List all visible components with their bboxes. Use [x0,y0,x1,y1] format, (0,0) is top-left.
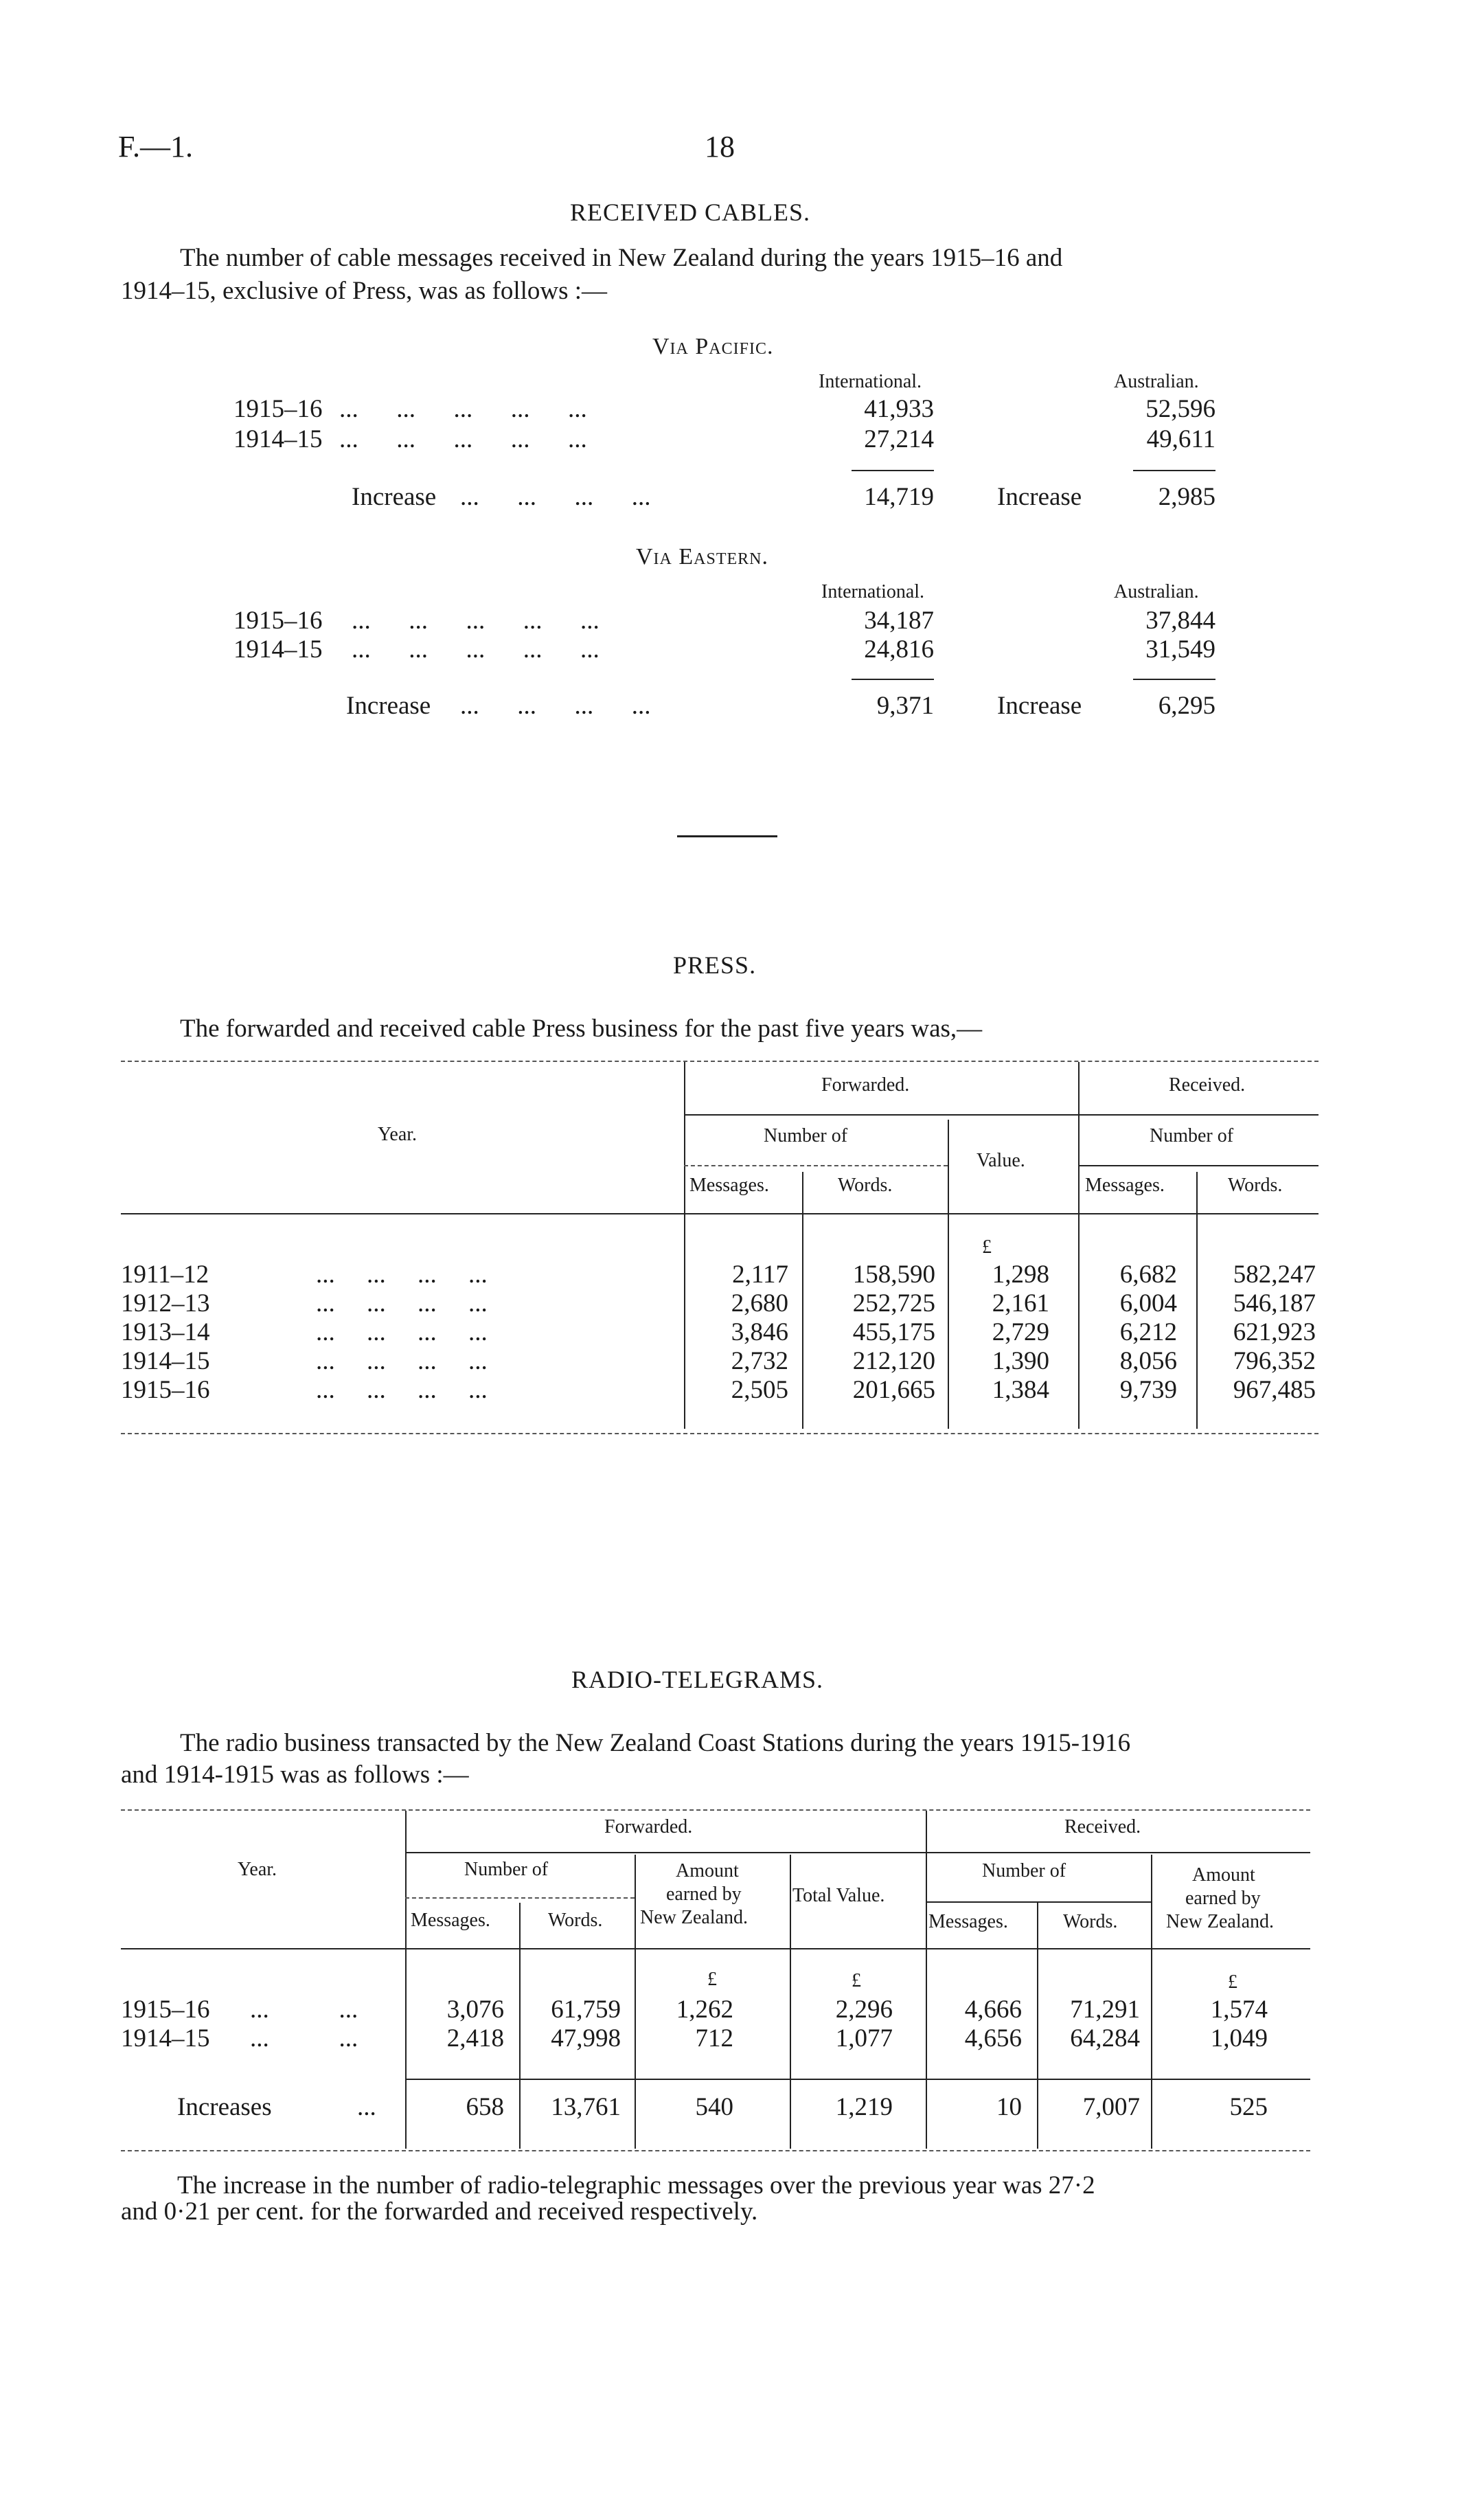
table-vline [790,1855,791,2149]
dot-leader: ... ... ... ... [316,1289,488,1318]
radio-row-total: 2,296 [835,1995,893,2024]
press-col-year: Year. [378,1124,418,1145]
eastern-row-year: 1914–15 [233,635,323,664]
page-number: 18 [705,130,735,163]
press-row-r-words: 796,352 [1233,1347,1316,1375]
press-row-value: 2,729 [992,1318,1049,1346]
dot-leader: ... ... ... ... [316,1376,488,1404]
pacific-row-australian: 52,596 [1145,395,1215,423]
press-col-words: Words. [838,1175,893,1196]
press-row-f-words: 158,590 [852,1260,935,1289]
table-bottom-rule [121,2150,1310,2151]
radio-title: RADIO-TELEGRAMS. [571,1666,823,1693]
press-row-f-messages: 2,680 [731,1289,788,1318]
via-pacific-heading: Via Pacific. [652,334,774,359]
press-row-r-messages: 6,004 [1119,1289,1177,1318]
press-row-year: 1912–13 [121,1289,210,1318]
radio-col-year: Year. [238,1859,277,1880]
radio-col-messages-received: Messages. [928,1911,1008,1932]
received-cables-title: RECEIVED CABLES. [570,199,811,226]
radio-increases-total: 1,219 [835,2093,893,2121]
pacific-col-international: International. [819,371,922,392]
pacific-row-year: 1915–16 [233,395,323,423]
radio-closing-line1: The increase in the number of radio-telegraphic messages over the previous year was 27·2 [177,2171,1095,2200]
radio-row-f-messages: 2,418 [446,2024,504,2053]
press-row-r-messages: 6,212 [1119,1318,1177,1346]
radio-row-r-messages: 4,666 [964,1995,1022,2024]
press-col-number-of-received: Number of [1150,1125,1234,1146]
press-row-f-messages: 3,846 [731,1318,788,1346]
pacific-col-australian: Australian. [1114,371,1199,392]
pound-sign: £ [852,1970,861,1991]
radio-row-year: 1914–15 [121,2024,210,2053]
radio-increases-f-amount: 540 [695,2093,733,2121]
pound-sign: £ [982,1236,992,1258]
press-intro: The forwarded and received cable Press business for the past five years was,— [180,1015,983,1043]
table-vline [635,1855,636,2149]
document-reference: F.—1. [118,130,193,163]
press-col-value: Value. [977,1150,1025,1171]
eastern-row-year: 1915–16 [233,607,323,635]
eastern-row-australian: 37,844 [1145,607,1215,635]
radio-increases-f-words: 13,761 [551,2093,621,2121]
radio-intro-line2: and 1914-1915 was as follows :— [121,1761,469,1789]
radio-col-words-received: Words. [1063,1911,1118,1932]
pacific-increase-australian: 2,985 [1158,483,1215,511]
radio-row-f-messages: 3,076 [446,1995,504,2024]
radio-increases-label: Increases [177,2093,272,2121]
radio-row-f-words: 47,998 [551,2024,621,2053]
press-col-received: Received. [1169,1074,1246,1096]
table-header-rule [121,1948,1310,1949]
press-row-r-messages: 9,739 [1119,1376,1177,1404]
radio-col-messages: Messages. [411,1910,490,1931]
table-top-rule [121,1809,1310,1811]
radio-col-number-of-received: Number of [982,1860,1066,1881]
table-hline [926,1901,1151,1903]
radio-row-f-amount: 1,262 [676,1995,733,2024]
radio-col-amount-l2: earned by [666,1884,742,1905]
dot-leader: ... ... ... ... [460,692,651,720]
table-hline [684,1165,948,1166]
press-col-messages-received: Messages. [1085,1175,1165,1196]
radio-increases-r-messages: 10 [996,2093,1022,2121]
eastern-row-australian: 31,549 [1145,635,1215,664]
table-vline [948,1120,949,1429]
eastern-increase-label: Increase [346,692,431,720]
eastern-increase-international: 9,371 [876,692,934,720]
press-row-r-words: 582,247 [1233,1260,1316,1289]
pacific-row-international: 27,214 [864,425,934,453]
radio-col-words: Words. [548,1910,603,1931]
press-row-r-messages: 8,056 [1119,1347,1177,1375]
radio-col-r-amount-l3: New Zealand. [1166,1911,1275,1932]
dot-leader: ... ... ... ... ... [352,607,600,635]
table-vline [519,1903,521,2149]
press-col-words-received: Words. [1228,1175,1283,1196]
table-vline [802,1172,803,1429]
table-header-rule [121,1213,1319,1214]
table-hline [1078,1165,1319,1166]
pound-sign: £ [707,1969,717,1990]
eastern-col-australian: Australian. [1114,581,1199,602]
table-vline [405,1811,407,2149]
dot-leader: ... ... ... ... [460,483,651,511]
dot-leader: ... ... ... ... [316,1260,488,1289]
eastern-row-international: 24,816 [864,635,934,664]
press-title: PRESS. [673,951,757,979]
dot-leader: ... ... ... ... ... [339,395,587,423]
press-row-value: 1,298 [992,1260,1049,1289]
table-vline [1037,1903,1038,2149]
press-row-f-messages: 2,505 [731,1376,788,1404]
press-col-number-of: Number of [764,1125,848,1146]
press-row-f-messages: 2,732 [731,1347,788,1375]
eastern-increase-australian: 6,295 [1158,692,1215,720]
press-col-messages: Messages. [689,1175,769,1196]
radio-row-r-words: 64,284 [1070,2024,1140,2053]
press-row-year: 1914–15 [121,1347,210,1375]
via-eastern-heading: Via Eastern. [636,544,768,569]
press-row-value: 1,384 [992,1376,1049,1404]
dot-leader: ... ... ... ... ... [339,425,587,453]
radio-col-amount-l3: New Zealand. [640,1907,749,1928]
radio-row-total: 1,077 [835,2024,893,2053]
dot-leader: ... ... ... ... [316,1347,488,1375]
eastern-increase-label2: Increase [997,692,1082,720]
radio-row-year: 1915–16 [121,1995,210,2024]
radio-increases-r-words: 7,007 [1082,2093,1140,2121]
received-cables-intro-line1: The number of cable messages received in New Zealand during the years 1915–16 and [180,244,1063,272]
eastern-international-sum-rule [852,679,934,680]
pacific-increase-international: 14,719 [864,483,934,511]
pacific-increase-label: Increase [352,483,437,511]
dot-leader: ... ... ... ... [316,1318,488,1346]
radio-row-r-messages: 4,656 [964,2024,1022,2053]
radio-col-total-value: Total Value. [792,1885,885,1906]
radio-col-r-amount-l1: Amount [1192,1864,1255,1886]
table-hline [405,1852,1310,1853]
press-row-year: 1913–14 [121,1318,210,1346]
press-row-year: 1911–12 [121,1260,209,1289]
pacific-row-international: 41,933 [864,395,934,423]
press-row-f-messages: 2,117 [732,1260,788,1289]
radio-increases-f-messages: 658 [466,2093,504,2121]
radio-col-r-amount-l2: earned by [1185,1888,1261,1909]
table-hline [405,1897,635,1899]
table-vline [1078,1062,1080,1429]
dot-leader: ... [357,2093,376,2121]
dot-leader: ... ... [250,1995,358,2024]
radio-row-r-amount: 1,049 [1210,2024,1268,2053]
press-row-r-words: 546,187 [1233,1289,1316,1318]
pacific-international-sum-rule [852,470,934,471]
radio-intro-line1: The radio business transacted by the New Zealand Coast Stations during the years 1915-1916 [180,1729,1131,1757]
table-vline [684,1062,685,1429]
radio-closing-line2: and 0·21 per cent. for the forwarded and received respectively. [121,2197,758,2226]
table-hline [684,1114,1319,1116]
press-row-f-words: 252,725 [852,1289,935,1318]
table-vline [926,1811,927,2149]
radio-increases-r-amount: 525 [1229,2093,1268,2121]
dot-leader: ... ... ... ... ... [352,635,600,664]
table-sum-rule [405,2079,1310,2080]
table-vline [1151,1855,1152,2149]
press-row-f-words: 455,175 [852,1318,935,1346]
press-row-value: 2,161 [992,1289,1049,1318]
table-top-rule [121,1061,1319,1062]
press-row-r-messages: 6,682 [1119,1260,1177,1289]
received-cables-intro-line2: 1914–15, exclusive of Press, was as follows :— [121,277,608,305]
radio-col-number-of: Number of [464,1859,549,1880]
table-bottom-rule [121,1433,1319,1434]
radio-row-r-amount: 1,574 [1210,1995,1268,2024]
eastern-australian-sum-rule [1133,679,1215,680]
pacific-increase-label2: Increase [997,483,1082,511]
press-row-r-words: 967,485 [1233,1376,1316,1404]
dot-leader: ... ... [250,2024,358,2053]
press-col-forwarded: Forwarded. [821,1074,910,1096]
press-row-f-words: 212,120 [852,1347,935,1375]
radio-col-received: Received. [1064,1816,1141,1838]
radio-row-f-words: 61,759 [551,1995,621,2024]
pound-sign: £ [1228,1971,1237,1993]
press-row-f-words: 201,665 [852,1376,935,1404]
eastern-row-international: 34,187 [864,607,934,635]
press-row-r-words: 621,923 [1233,1318,1316,1346]
radio-col-amount-l1: Amount [676,1860,739,1881]
press-row-year: 1915–16 [121,1376,210,1404]
pacific-australian-sum-rule [1133,470,1215,471]
table-vline [1196,1172,1198,1429]
pacific-row-australian: 49,611 [1146,425,1215,453]
eastern-col-international: International. [821,581,925,602]
section-divider [677,835,777,837]
pacific-row-year: 1914–15 [233,425,323,453]
radio-row-f-amount: 712 [695,2024,733,2053]
radio-row-r-words: 71,291 [1070,1995,1140,2024]
radio-col-forwarded: Forwarded. [604,1816,693,1838]
press-row-value: 1,390 [992,1347,1049,1375]
